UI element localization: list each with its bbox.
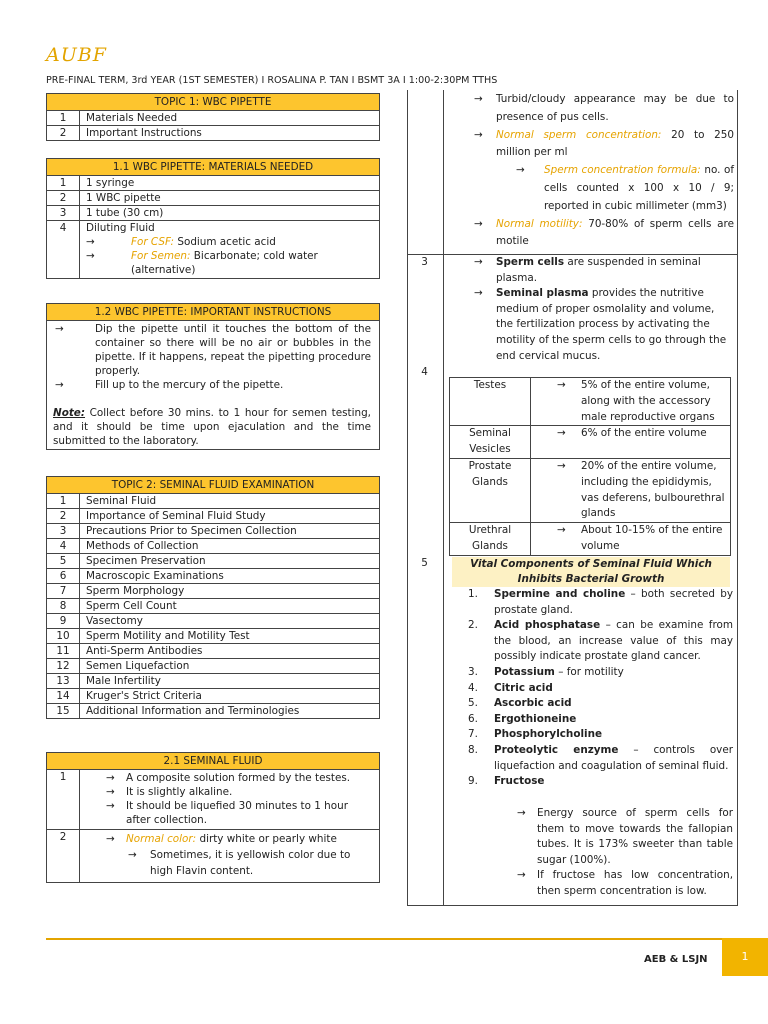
list-item: 7. Phosphorylcholine xyxy=(468,728,603,741)
list-item: 6. Ergothioneine xyxy=(468,712,577,725)
table-row: 2 1 WBC pipette xyxy=(47,191,380,206)
table-row: 14 Kruger's Strict Criteria xyxy=(47,689,380,704)
table-row: 15 Additional Information and Terminologies xyxy=(47,704,380,719)
table-row: 6 Macroscopic Examinations xyxy=(47,569,380,584)
instruction-item: → Fill up to the mercury of the pipette. xyxy=(55,379,284,391)
list-item: 4. Citric acid xyxy=(468,681,553,694)
instruction-item: → Dip the pipette until it touches the bottom of the container so there will be no air or bubbles in the pipette. If it happens, repeat the pipetting procedure properly. xyxy=(55,323,371,377)
table-row: 9 Vasectomy xyxy=(47,614,380,629)
materials-title: 1.1 WBC PIPETTE: MATERIALS NEEDED xyxy=(47,159,380,176)
topic2-table xyxy=(46,476,380,719)
list-item: 2. Acid phosphatase – can be examine from the blood, an increase value of this may possibly indicate prostate gland cancer. xyxy=(468,619,733,663)
table-row: 4 Methods of Collection xyxy=(47,539,380,554)
table-row: 1 Materials Needed xyxy=(47,111,380,126)
brand-logo: AUBF xyxy=(46,44,107,66)
gland-row: Testes → 5% of the entire volume, along with the accessory male reproductive organs xyxy=(450,378,731,426)
topic1-title: TOPIC 1: WBC PIPETTE xyxy=(47,94,380,111)
table-row: 1 1 syringe xyxy=(47,176,380,191)
vital-components-title: Vital Components of Seminal Fluid Which Inhibits Bacterial Growth xyxy=(452,557,730,587)
footer-rule xyxy=(46,938,722,940)
csf-item: → For CSF: Sodium acetic acid xyxy=(86,236,276,248)
glands-table xyxy=(449,377,731,556)
seminal-fluid-title: 2.1 SEMINAL FLUID xyxy=(47,753,380,770)
table-row: 3 Precautions Prior to Specimen Collection xyxy=(47,524,380,539)
table-row: 8 Sperm Cell Count xyxy=(47,599,380,614)
list-item: 9. Fructose xyxy=(468,775,545,788)
table-row: 11 Anti-Sperm Antibodies xyxy=(47,644,380,659)
table-row: 10 Sperm Motility and Motility Test xyxy=(47,629,380,644)
gland-row: Prostate Glands → 20% of the entire volume, including the epididymis, vas deferens, bulbourethral glands xyxy=(450,458,731,522)
table-row: 2 Important Instructions xyxy=(47,126,380,141)
list-item: 1. Spermine and choline – both secreted by prostate gland. xyxy=(468,588,733,616)
right-column: → Turbid/cloudy appearance may be due to presence of pus cells. → Normal sperm concentration: 20 to 250 million per ml → Sperm concentration formula: no. of cells counted x 100 x 10 / 9; reported in cubic millimeter (mm3) → Normal motility: 70-80% of sperm cells are motile 3 4 5 → Sperm cells are suspended in seminal plasma. → Seminal plasma provides the nutritive medium of proper osmolality and volume, the fertilization process by activating the motility of the sperm cells to go through the end cervical mucus. Testes → 5% of the entire volume, along with the accessory male reproductive organs Seminal Vesicles → 6% of the entire volume Prostate Glands → 20% of the entire volume, including the epididymis, vas deferens, bulbourethral glands Urethral Glands → About 10-15% of the entire volume Vital Components of Seminal Fluid Which Inhibits Bacterial Growth 1. Spermine and choline – both secreted by prostate gland. 2. Acid phosphatase – can be examine from the blood, an increase value of this may possibly indicate prostate gland cancer. 3. Potassium – for motility 4. Citric acid 5. Ascorbic acid 6. Ergothioneine 7. Phosphorylcholine 8. Proteolytic enzyme – controls over liquefaction and coagulation of seminal fluid. 9. Fructose → Energy source of sperm cells for them to move towards the fallopian tubes. It is 173% sweeter than table sugar (100%). → If fructose has low concentration, then sperm concentration is low. xyxy=(407,90,768,905)
table-row: 3 1 tube (30 cm) xyxy=(47,206,380,221)
materials-table xyxy=(46,158,380,279)
vital-components-list xyxy=(468,587,733,790)
gland-row: Seminal Vesicles → 6% of the entire volume xyxy=(450,426,731,459)
note-text: Note: Collect before 30 mins. to 1 hour for semen testing, and it should be time upon ejaculation and the time submitted to the laboratory. xyxy=(53,407,371,447)
table-row: 4 Diluting Fluid → For CSF: Sodium acetic acid → For Semen: Bicarbonate; cold water (alternative) xyxy=(47,221,380,279)
topic2-title: TOPIC 2: SEMINAL FLUID EXAMINATION xyxy=(47,477,380,494)
page-subheader: PRE-FINAL TERM, 3rd YEAR (1ST SEMESTER) I ROSALINA P. TAN I BSMT 3A I 1:00-2:30PM TTHS xyxy=(46,75,498,86)
list-item: 3. Potassium – for motility xyxy=(468,665,624,678)
table-row: 1 Seminal Fluid xyxy=(47,494,380,509)
table-row: 2 Importance of Seminal Fluid Study xyxy=(47,509,380,524)
list-item: 5. Ascorbic acid xyxy=(468,697,572,710)
instructions-title: 1.2 WBC PIPETTE: IMPORTANT INSTRUCTIONS xyxy=(47,304,380,321)
footer-authors: AEB & LSJN xyxy=(644,954,708,965)
table-row: 13 Male Infertility xyxy=(47,674,380,689)
table-row: 12 Semen Liquefaction xyxy=(47,659,380,674)
page-number: 1 xyxy=(722,938,768,976)
list-item: 8. Proteolytic enzyme – controls over liquefaction and coagulation of seminal fluid. xyxy=(468,743,733,772)
topic1-table xyxy=(46,93,380,141)
instructions-table xyxy=(46,303,380,450)
table-row: 5 Specimen Preservation xyxy=(47,554,380,569)
table-row: 7 Sperm Morphology xyxy=(47,584,380,599)
seminal-fluid-table: 2.1 SEMINAL FLUID 1 → A composite solution formed by the testes. → It is slightly alkaline. → It should be liquefied 30 minutes to 1 hour after collection. 2 → Normal color: dirty white or pearly white → Sometimes, it is yellowish color due to high Flavin content. xyxy=(46,752,380,883)
semen-item: → For Semen: Bicarbonate; cold water (alternative) xyxy=(86,250,318,276)
gland-row: Urethral Glands → About 10-15% of the entire volume xyxy=(450,523,731,556)
